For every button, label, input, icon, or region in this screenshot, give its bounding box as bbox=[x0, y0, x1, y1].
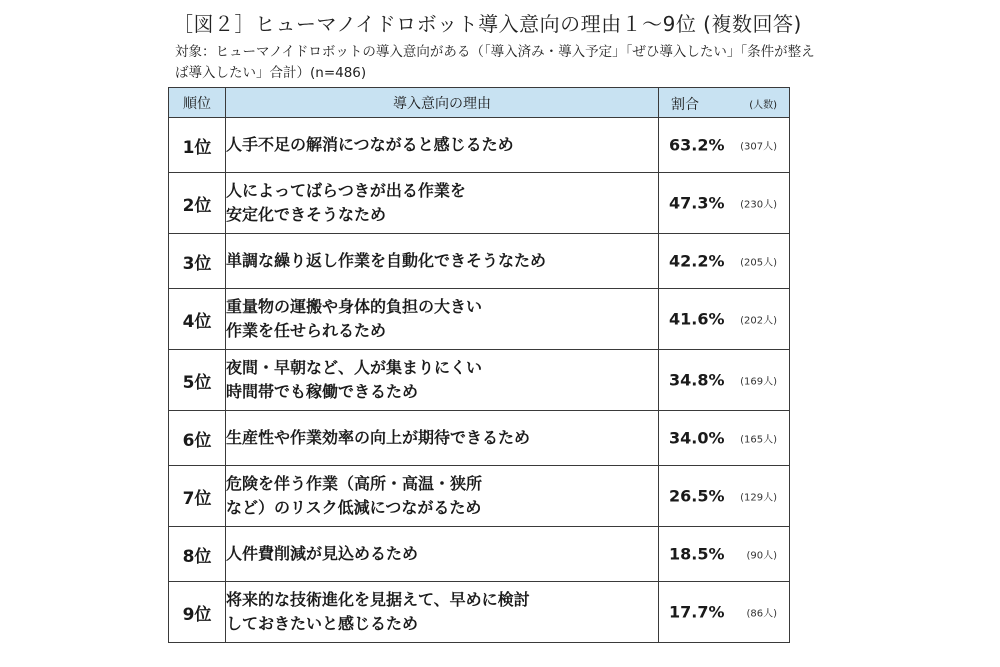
respondent-count: (230人) bbox=[740, 199, 777, 211]
respondent-count: (202人) bbox=[740, 315, 777, 327]
share-cell bbox=[659, 350, 790, 411]
percentage-value: 41.6% bbox=[669, 309, 725, 329]
share-cell bbox=[659, 289, 790, 350]
share-cell bbox=[659, 234, 790, 289]
share-cell bbox=[659, 466, 790, 527]
percentage-value: 63.2% bbox=[669, 135, 725, 155]
percentage-value: 34.8% bbox=[669, 370, 725, 390]
reason-cell: 人手不足の解消につながると感じるため bbox=[226, 118, 659, 173]
table-row bbox=[169, 411, 790, 466]
share-cell bbox=[659, 582, 790, 643]
reason-cell: 危険を伴う作業（高所・高温・狭所 など）のリスク低減につながるため bbox=[226, 466, 659, 527]
figure-title: ［図２］ヒューマノイドロボット導入意向の理由１～9位 (複数回答) bbox=[173, 12, 802, 36]
rank-cell: 3位 bbox=[169, 234, 226, 289]
table-body bbox=[169, 118, 790, 643]
header-reason: 導入意向の理由 bbox=[226, 88, 659, 118]
respondent-count: (129人) bbox=[740, 492, 777, 504]
share-cell bbox=[659, 527, 790, 582]
percentage-value: 34.0% bbox=[669, 428, 725, 448]
rank-cell: 9位 bbox=[169, 582, 226, 643]
table-row bbox=[169, 289, 790, 350]
reason-cell: 重量物の運搬や身体的負担の大きい 作業を任せられるため bbox=[226, 289, 659, 350]
header-unit-label: (人数) bbox=[749, 100, 777, 111]
rank-cell: 2位 bbox=[169, 173, 226, 234]
reason-cell: 単調な繰り返し作業を自動化できそうなため bbox=[226, 234, 659, 289]
table-row bbox=[169, 466, 790, 527]
reason-cell: 人件費削減が見込めるため bbox=[226, 527, 659, 582]
table-row bbox=[169, 234, 790, 289]
share-cell bbox=[659, 118, 790, 173]
reason-cell: 生産性や作業効率の向上が期待できるため bbox=[226, 411, 659, 466]
respondent-count: (307人) bbox=[740, 141, 777, 153]
reasons-table bbox=[168, 87, 790, 643]
respondent-count: (165人) bbox=[740, 434, 777, 446]
percentage-value: 18.5% bbox=[669, 544, 725, 564]
rank-cell: 7位 bbox=[169, 466, 226, 527]
table-row bbox=[169, 173, 790, 234]
reason-cell: 人によってばらつきが出る作業を 安定化できそうなため bbox=[226, 173, 659, 234]
figure-subtitle: 対象：ヒューマノイドロボットの導入意向がある（「導入済み・導入予定」「ぜひ導入したい」「条件が整えば導入したい」合計）(n=486) bbox=[175, 44, 815, 81]
header-rank: 順位 bbox=[169, 88, 226, 118]
table-row bbox=[169, 118, 790, 173]
table-header-row bbox=[169, 88, 790, 118]
header-share bbox=[659, 88, 790, 118]
respondent-count: (90人) bbox=[746, 550, 777, 562]
percentage-value: 26.5% bbox=[669, 486, 725, 506]
reason-cell: 将来的な技術進化を見据えて、早めに検討 しておきたいと感じるため bbox=[226, 582, 659, 643]
percentage-value: 42.2% bbox=[669, 251, 725, 271]
rank-cell: 6位 bbox=[169, 411, 226, 466]
reason-cell: 夜間・早朝など、人が集まりにくい 時間帯でも稼働できるため bbox=[226, 350, 659, 411]
table-row bbox=[169, 527, 790, 582]
table-row bbox=[169, 582, 790, 643]
respondent-count: (169人) bbox=[740, 376, 777, 388]
percentage-value: 17.7% bbox=[669, 602, 725, 622]
respondent-count: (205人) bbox=[740, 257, 777, 269]
rank-cell: 8位 bbox=[169, 527, 226, 582]
share-cell bbox=[659, 173, 790, 234]
table-row bbox=[169, 350, 790, 411]
header-share-label: 割合 bbox=[671, 97, 699, 113]
rank-cell: 5位 bbox=[169, 350, 226, 411]
percentage-value: 47.3% bbox=[669, 193, 725, 213]
share-cell bbox=[659, 411, 790, 466]
respondent-count: (86人) bbox=[746, 608, 777, 620]
rank-cell: 1位 bbox=[169, 118, 226, 173]
rank-cell: 4位 bbox=[169, 289, 226, 350]
